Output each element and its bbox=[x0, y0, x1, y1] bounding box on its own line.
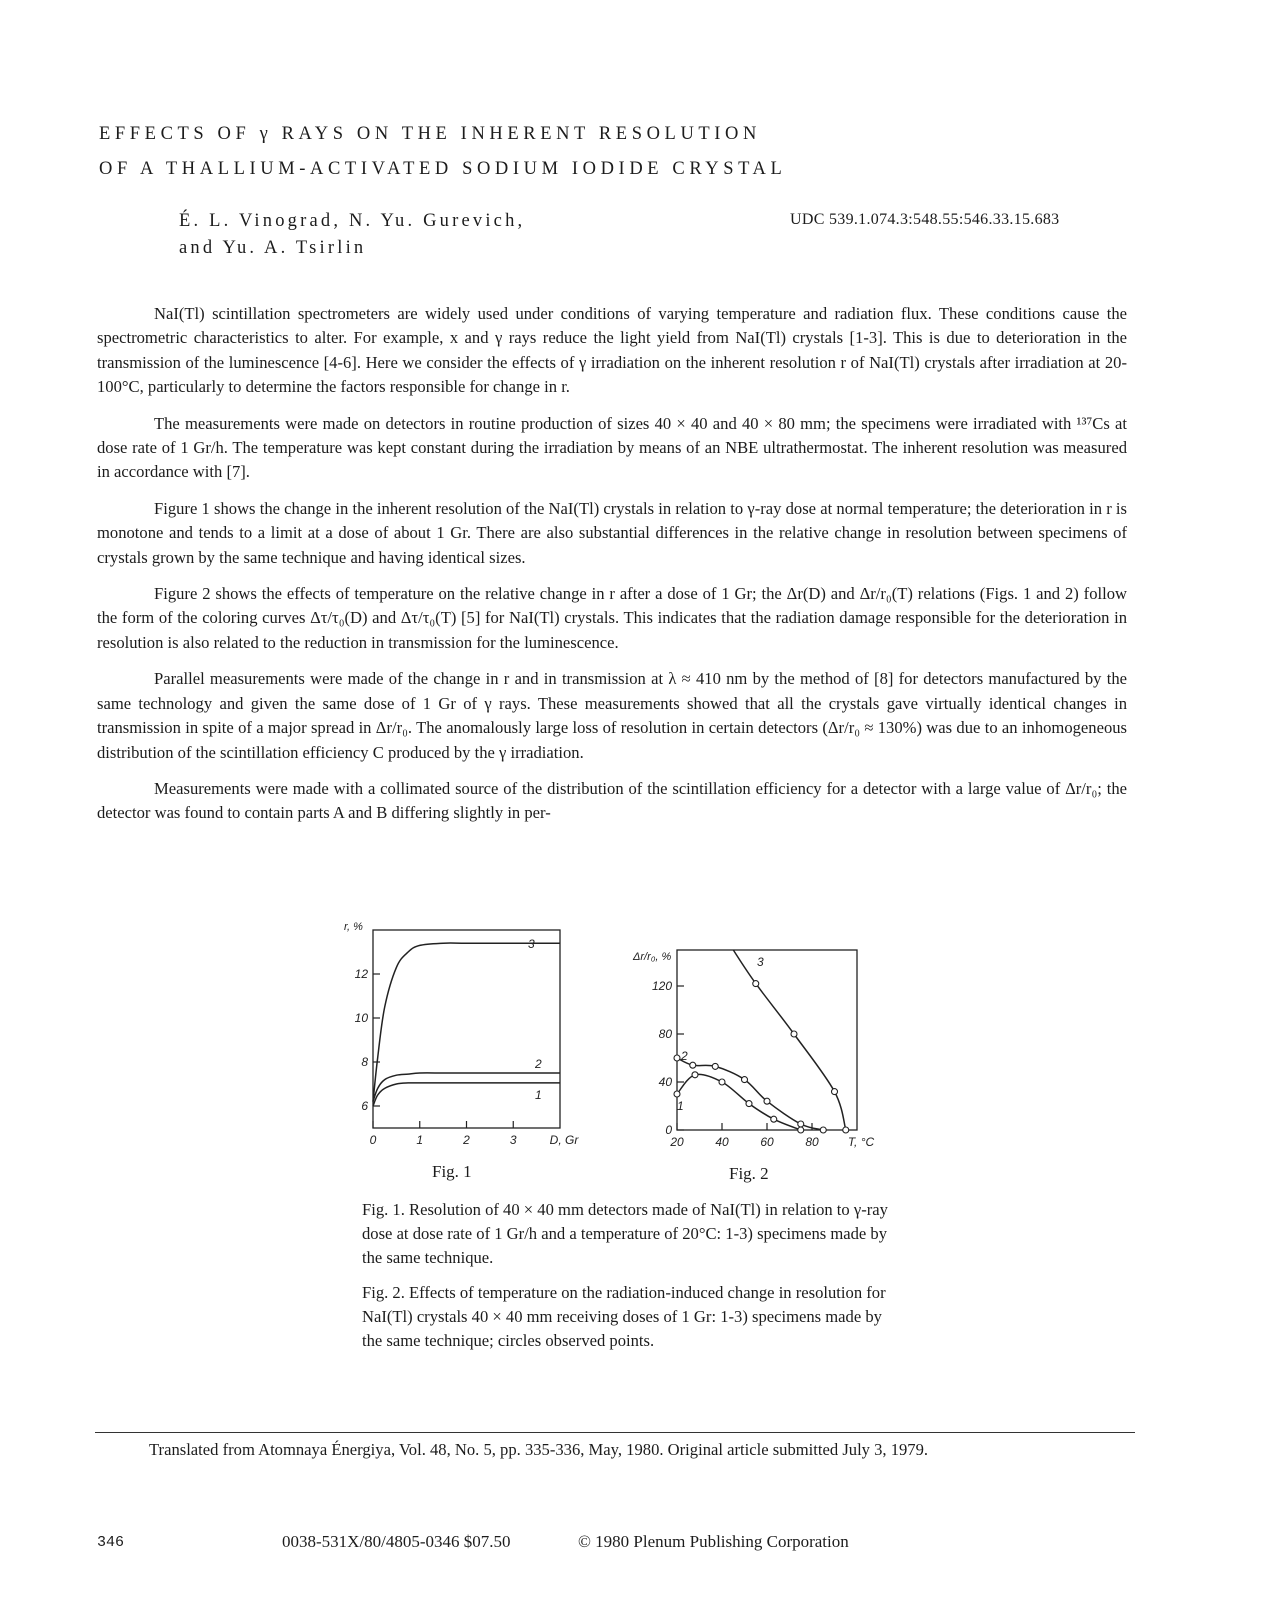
x-tick-label: 3 bbox=[509, 1133, 517, 1147]
x-axis-label: T, °C bbox=[847, 1135, 875, 1149]
x-tick-label: 0 bbox=[369, 1133, 377, 1147]
y-tick-label: 8 bbox=[361, 1055, 368, 1069]
data-point bbox=[791, 1031, 797, 1037]
y-tick-label: 80 bbox=[658, 1027, 672, 1041]
data-point bbox=[843, 1127, 849, 1133]
series-line-2 bbox=[373, 1073, 560, 1102]
series-label-1: 1 bbox=[535, 1088, 542, 1102]
article-title-line-1: EFFECTS OF γ RAYS ON THE INHERENT RESOLUTION bbox=[99, 124, 761, 144]
authors-line-1: É. L. Vinograd, N. Yu. Gurevich, bbox=[179, 211, 526, 231]
paragraph: The measurements were made on detectors in routine production of sizes 40 × 40 and 40 × 80 mm; the specimens were irradiated with ¹³⁷Cs at dose rate of 1 Gr/h. The temperature was kept constant during the irradiation by means of an NBE ultrathermostat. The inherent resolution was measured in accordance with [7]. bbox=[97, 413, 1127, 482]
figure-2-label: Fig. 2 bbox=[729, 1164, 769, 1183]
data-point bbox=[832, 1089, 838, 1095]
footnote-divider bbox=[95, 1432, 1135, 1433]
series-label-1: 1 bbox=[677, 1099, 684, 1113]
figure-2-chart bbox=[625, 938, 875, 1158]
series-label-3: 3 bbox=[528, 937, 535, 951]
data-point bbox=[712, 1063, 718, 1069]
series-label-2: 2 bbox=[681, 1049, 688, 1063]
price-code: 0038-531X/80/4805-0346 $07.50 bbox=[282, 1532, 511, 1551]
y-tick-label: 0 bbox=[665, 1123, 672, 1137]
y-tick-label: 40 bbox=[658, 1075, 672, 1089]
y-tick-label: 10 bbox=[354, 1011, 368, 1025]
paragraph: Figure 1 shows the change in the inherent resolution of the NaI(Tl) crystals in relation to γ-ray dose at normal temperature; the deterioration in r is monotone and tends to a limit at a dose of about 1 Gr. There are also substantial differences in the relative change in resolution between specimens of crystals grown by the same technique and having identical sizes. bbox=[97, 498, 1127, 567]
x-tick-label: 60 bbox=[760, 1135, 774, 1149]
data-point bbox=[771, 1116, 777, 1122]
footnote bbox=[97, 1438, 1137, 1462]
paragraph: Parallel measurements were made of the change in r and in transmission at λ ≈ 410 nm by the method of [8] for detectors manufactured by the same technology and given the same dose of 1 Gr of γ rays. These measurements showed that all the crystals gave virtually identical changes in transmission in spite of a major spread in Δr/r₀. The anomalously large loss of resolution in certain detectors (Δr/r₀ ≈ 130%) was due to an inhomogeneous distribution of the scintillation efficiency C produced by the γ irradiation. bbox=[97, 669, 1127, 762]
series-label-3: 3 bbox=[757, 955, 764, 969]
x-axis-label: D, Gr bbox=[549, 1133, 579, 1147]
page-number: 346 bbox=[97, 1534, 125, 1551]
authors bbox=[179, 208, 525, 262]
data-point bbox=[798, 1121, 804, 1127]
data-point bbox=[820, 1127, 826, 1133]
authors-line-2: and Yu. A. Tsirlin bbox=[179, 238, 367, 258]
x-tick-label: 80 bbox=[805, 1135, 819, 1149]
figure-1-label: Fig. 1 bbox=[432, 1162, 472, 1181]
data-point bbox=[692, 1072, 698, 1078]
series-line-3 bbox=[373, 943, 560, 1102]
data-point bbox=[746, 1101, 752, 1107]
y-tick-label: 120 bbox=[651, 979, 672, 993]
copyright: © 1980 Plenum Publishing Corporation bbox=[578, 1532, 849, 1551]
data-point bbox=[753, 981, 759, 987]
paragraph: Measurements were made with a collimated source of the distribution of the scintillation efficiency for a detector with a large value of Δr/r₀; the detector was found to contain parts A and B differing slightly in per- bbox=[97, 778, 1127, 823]
y-tick-label: 12 bbox=[354, 967, 368, 981]
data-point bbox=[742, 1077, 748, 1083]
figure-1-caption: Fig. 1. Resolution of 40 × 40 mm detectors made of NaI(Tl) in relation to γ-ray dose at dose rate of 1 Gr/h and a temperature of 20°C: 1-3) specimens made by the same technique. bbox=[362, 1200, 888, 1267]
data-point bbox=[690, 1062, 696, 1068]
data-point bbox=[764, 1098, 770, 1104]
data-point bbox=[719, 1079, 725, 1085]
data-point bbox=[674, 1091, 680, 1097]
article-title-line-2: OF A THALLIUM-ACTIVATED SODIUM IODIDE CRYSTAL bbox=[99, 159, 787, 179]
body-text bbox=[97, 302, 1127, 838]
udc-code: UDC 539.1.074.3:548.55:546.33.15.683 bbox=[790, 211, 1060, 228]
data-point bbox=[674, 1055, 680, 1061]
y-tick-label: 6 bbox=[361, 1099, 368, 1113]
series-line-1 bbox=[677, 1074, 801, 1130]
x-tick-label: 20 bbox=[670, 1135, 684, 1149]
series-line-1 bbox=[373, 1083, 560, 1106]
figure-1-chart bbox=[330, 916, 580, 1161]
paragraph: NaI(Tl) scintillation spectrometers are widely used under conditions of varying temperature and radiation flux. These conditions cause the spectrometric characteristics to alter. For example, x and γ rays reduce the light yield from NaI(Tl) crystals [1-3]. This is due to deterioration in the transmission of the luminescence [4-6]. Here we consider the effects of γ irradiation on the inherent resolution r of NaI(Tl) crystals after irradiation at 20-100°C, particularly to determine the factors responsible for change in r. bbox=[97, 304, 1127, 397]
x-tick-label: 1 bbox=[416, 1133, 424, 1147]
footnote-text: Translated from Atomnaya Énergiya, Vol. 48, No. 5, pp. 335-336, May, 1980. Original article submitted July 3, 1979. bbox=[149, 1440, 929, 1459]
x-tick-label: 2 bbox=[463, 1133, 470, 1147]
figure-captions bbox=[362, 1198, 892, 1364]
paragraph: Figure 2 shows the effects of temperature on the relative change in r after a dose of 1 Gr; the Δr(D) and Δr/r₀(T) relations (Figs. 1 and 2) follow the form of the coloring curves Δτ/τ₀(D) and Δτ/τ₀(T) [5] for NaI(Tl) crystals. This indicates that the radiation damage responsible for the deterioration in resolution is also related to the reduction in transmission for the luminescence. bbox=[97, 584, 1127, 652]
series-label-2: 2 bbox=[535, 1057, 542, 1071]
y-axis-label: Δr/r₀, % bbox=[633, 951, 672, 963]
y-axis-label: r, % bbox=[344, 921, 363, 933]
series-line-2 bbox=[677, 1058, 823, 1130]
data-point bbox=[798, 1127, 804, 1133]
figure-2-caption: Fig. 2. Effects of temperature on the radiation-induced change in resolution for NaI(Tl) crystals 40 × 40 mm receiving doses of 1 Gr: 1-3) specimens made by the same technique; circles observed points. bbox=[362, 1283, 886, 1350]
x-tick-label: 40 bbox=[715, 1135, 729, 1149]
